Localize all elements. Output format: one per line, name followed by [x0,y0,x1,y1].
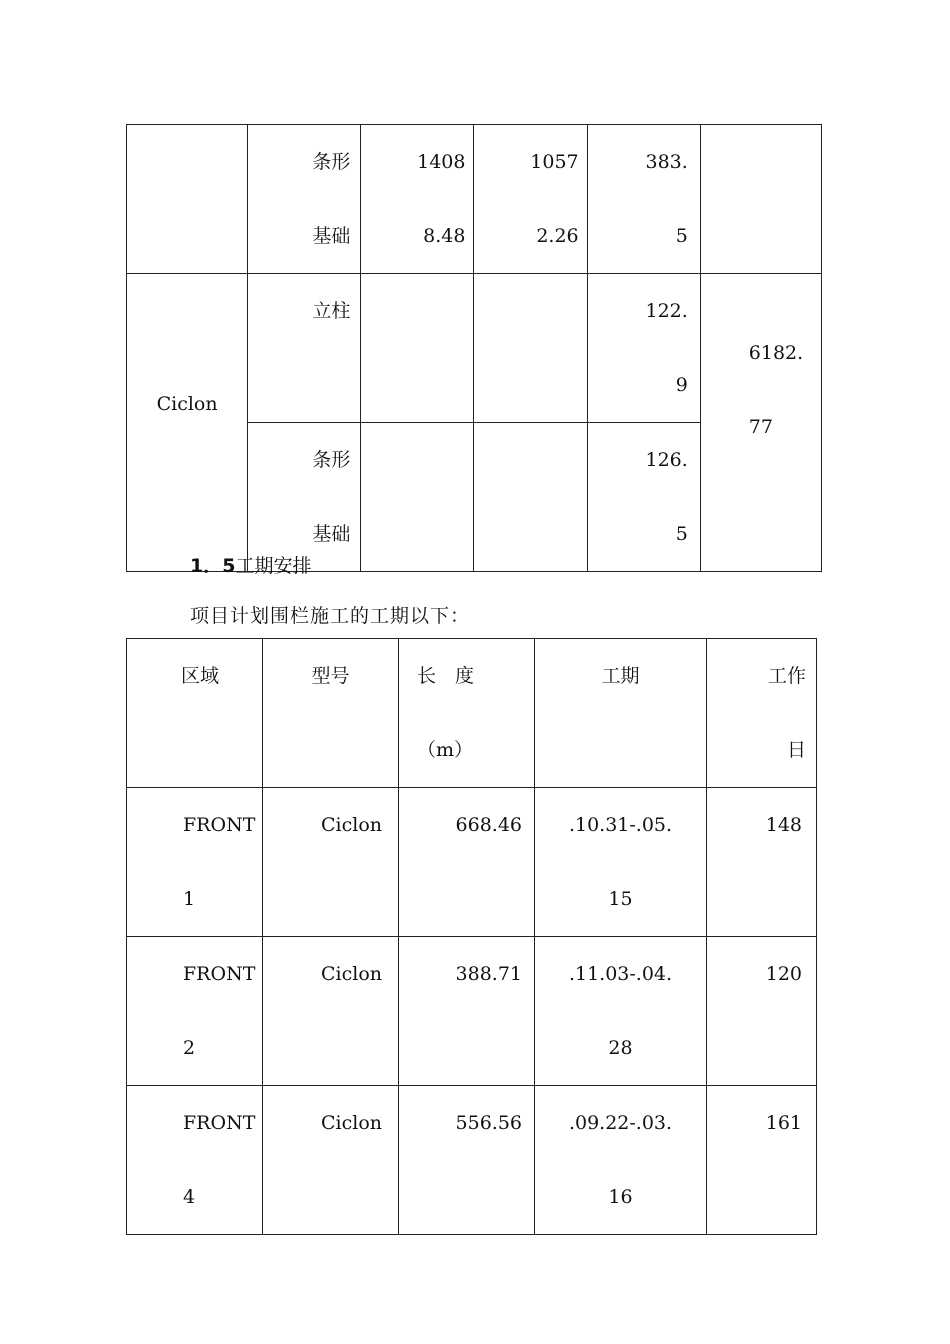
table-cell [700,274,821,572]
table-header-row [127,639,817,788]
table-row [127,937,817,1086]
table-row [127,788,817,937]
length-cell: 388.71 [399,937,535,1086]
header-length: 长 度 （m） [399,639,535,788]
intro-text: 项目计划围栏施工的工期以下： [190,605,471,627]
period-cell: .11.03-.04. 28 [535,937,707,1086]
section-number: 1．5 [190,555,236,577]
workdays-cell: 120 [707,937,817,1086]
table-row [127,125,822,274]
table-cell [127,125,248,274]
period-cell: .09.22-.03. 16 [535,1086,707,1235]
total-value: 6182. 77 [748,342,804,438]
table-cell [474,274,587,423]
area-cell: FRONT 1 [127,788,263,937]
period-cell: .10.31-.05. 15 [535,788,707,937]
area-cell: FRONT 2 [127,937,263,1086]
section-title: 工期安排 [235,555,312,577]
header-area: 区域 [127,639,263,788]
table-cell [361,274,474,423]
table-cell [474,423,587,572]
length-cell: 668.46 [399,788,535,937]
table-cell: 122. 9 [587,274,700,423]
table-cell [127,274,248,572]
quantity-table [126,124,822,572]
table-cell: 立柱 [248,274,361,423]
table-cell [700,125,821,274]
table-cell: 383. 5 [587,125,700,274]
area-cell: FRONT 4 [127,1086,263,1235]
length-cell: 556.56 [399,1086,535,1235]
table-cell: 条形 基础 [248,423,361,572]
table-cell: 1408 8.48 [361,125,474,274]
table-row [127,274,822,423]
model-cell: Ciclon [263,788,399,937]
workdays-cell: 161 [707,1086,817,1235]
workdays-cell: 148 [707,788,817,937]
table-cell: 条形 基础 [248,125,361,274]
model-label: Ciclon [156,393,218,415]
model-cell: Ciclon [263,1086,399,1235]
table-cell: 1057 2.26 [474,125,587,274]
table-row [127,1086,817,1235]
header-period: 工期 [535,639,707,788]
schedule-table [126,638,817,1235]
model-cell: Ciclon [263,937,399,1086]
header-model: 型号 [263,639,399,788]
table-cell [361,423,474,572]
table-cell: 126. 5 [587,423,700,572]
header-workdays: 工作 日 [707,639,817,788]
section-heading [190,551,311,578]
